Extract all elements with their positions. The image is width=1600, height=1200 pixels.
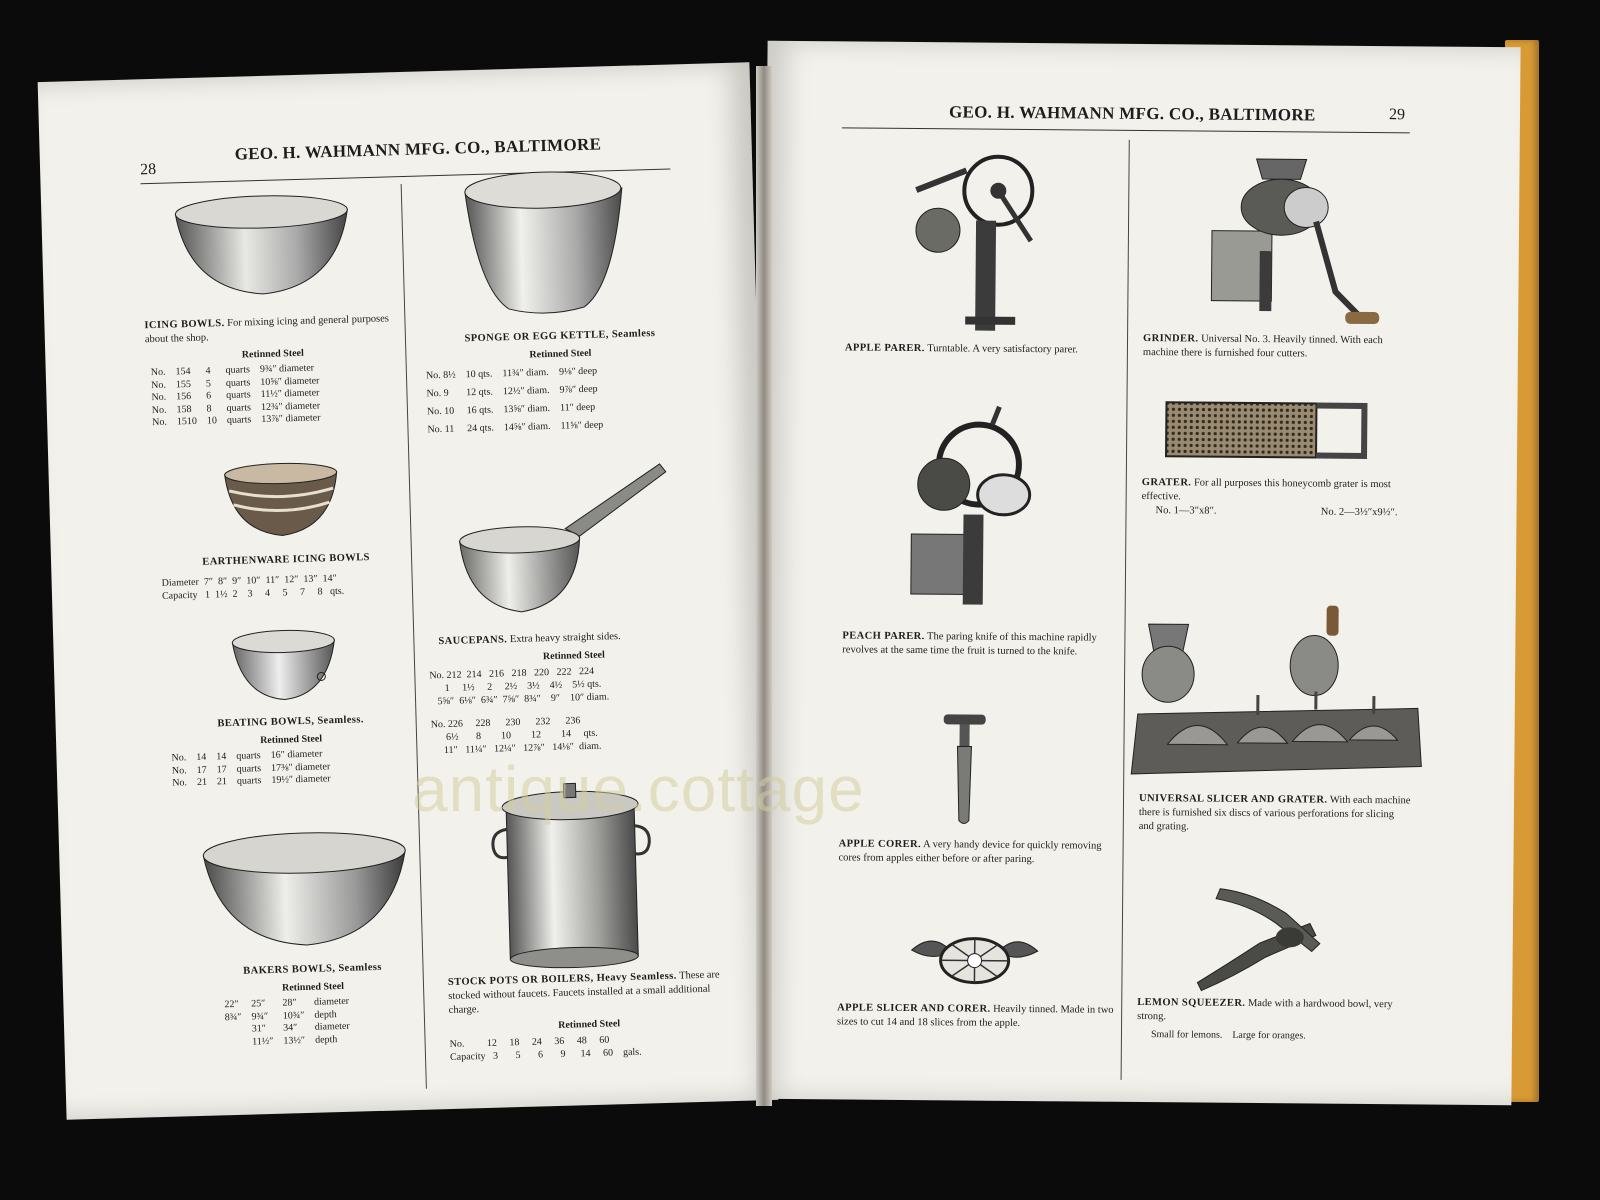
product-title: EARTHENWARE ICING BOWLS <box>202 552 370 568</box>
table-row: No. 8½ 10 qts. 11¾″ diam. 9⅛″ deep <box>425 365 598 382</box>
saucepans-block <box>428 627 721 757</box>
table-row: No. 1510 10 quarts 13⅞″ diameter <box>152 412 321 429</box>
lemon-squeezer-illustration <box>1189 882 1330 993</box>
saucepan-illustration <box>454 460 673 626</box>
spec-table <box>146 362 326 429</box>
table-row: No. 158 8 quarts 12¾″ diameter <box>151 399 321 416</box>
product-title: APPLE PARER. <box>844 342 925 355</box>
material-label: Retinned Steel <box>241 347 304 361</box>
spec-line: No. 226 228 230 232 236 <box>430 715 581 731</box>
universal-slicer-illustration <box>1127 594 1429 782</box>
apple-corer-block <box>838 837 1118 867</box>
material-label: Retinned Steel <box>259 733 323 747</box>
table-row: 8¾″ 9¾″ 10¾″ depth <box>224 1008 337 1023</box>
table-row: 22″ 25″ 28″ diameter <box>224 995 350 1011</box>
spec-line: No. 212 214 216 218 220 222 224 <box>429 665 595 682</box>
column-divider <box>401 184 427 1089</box>
grater-block <box>1141 476 1411 520</box>
stock-pots-block <box>448 968 730 1064</box>
product-description: With each machine there is furnished six discs of various perforations for slicing and grating. <box>1138 794 1411 833</box>
apple-parer-illustration <box>905 150 1047 341</box>
product-title: BAKERS BOWLS, Seamless <box>243 961 382 977</box>
spec-line: 1 1½ 2 2½ 3½ 4½ 5½ qts. <box>429 678 602 695</box>
product-title: GRINDER. <box>1142 333 1199 345</box>
table-row: No. 11 24 qts. 14⅝″ diam. 11⅝″ deep <box>427 419 604 436</box>
book-spine-gutter <box>756 66 772 1106</box>
product-description: Heavily tinned. Made in two sizes to cut 14 and 18 slices from the apple. <box>837 1003 1114 1029</box>
spec-table <box>421 362 609 439</box>
product-title: APPLE CORER. <box>838 838 922 851</box>
earthenware-bowl-illustration <box>220 458 342 541</box>
table-row: No. 9 12 qts. 12½″ diam. 9⅞″ deep <box>426 383 598 400</box>
product-description: Universal No. 3. Heavily tinned. With each machine there is furnished four cutters. <box>1142 333 1383 360</box>
spec-table <box>166 748 335 790</box>
spec-line: 6½ 8 10 12 14 qts. <box>430 727 598 744</box>
page-header: GEO. H. WAHMANN MFG. CO., BALTIMORE <box>234 134 602 164</box>
table-row: No. 155 5 quarts 10⅝″ diameter <box>150 374 320 391</box>
page-number: 28 <box>139 160 157 179</box>
table-row: No. 14 14 quarts 16″ diameter <box>171 748 323 764</box>
product-title: LEMON SQUEEZER. <box>1137 996 1246 1009</box>
product-title: BEATING BOWLS, Seamless. <box>217 714 364 730</box>
product-title: SAUCEPANS. <box>438 634 508 648</box>
peach-parer-illustration <box>903 404 1055 620</box>
egg-kettle-illustration <box>460 166 629 321</box>
product-description: The paring knife of this machine rapidly revolves at the same time the fruit is turned to the knife. <box>842 631 1097 658</box>
apple-slicer-block <box>837 1001 1117 1031</box>
sponge-kettle-block <box>420 326 703 440</box>
lemon-squeezer-block <box>1137 996 1409 1043</box>
lemon-sizes: Small for lemons. Large for oranges. <box>1150 1029 1306 1042</box>
product-description: Extra heavy straight sides. <box>509 631 621 646</box>
apple-parer-block <box>845 341 1115 357</box>
capacity-row: Capacity 1 1½ 2 3 4 5 7 8 qts. <box>161 585 345 602</box>
table-row: 31″ 34″ diameter <box>251 1020 350 1035</box>
icing-bowl-illustration <box>169 187 357 302</box>
page-number: 29 <box>1388 106 1406 124</box>
grinder-illustration <box>1205 151 1387 333</box>
apple-slicer-illustration <box>909 920 1040 996</box>
earthenware-block <box>161 550 412 603</box>
header-rule <box>842 127 1410 133</box>
material-label: Retinned Steel <box>542 649 605 663</box>
product-title: GRATER. <box>1141 477 1192 489</box>
grater-size-2: No. 2—3½″x9½″. <box>1320 506 1398 519</box>
product-description: These are stocked without faucets. Faucets installed at a small additional charge. <box>448 969 720 1017</box>
product-title: PEACH PARER. <box>842 630 925 643</box>
universal-slicer-block <box>1139 792 1411 836</box>
spec-line: 11″ 11¼″ 12¼″ 12⅞″ 14⅛″ diam. <box>431 740 602 757</box>
product-title: APPLE SLICER AND CORER. <box>837 1002 991 1015</box>
product-description: Made with a hardwood bowl, very strong. <box>1137 997 1393 1023</box>
bakers-bowls-block <box>212 960 414 1050</box>
table-row: No. 156 6 quarts 11½″ diameter <box>151 387 320 404</box>
table-row: 11½″ 13½″ depth <box>252 1033 338 1048</box>
diameter-row: Diameter 7″ 8″ 9″ 10″ 11″ 12″ 13″ 14″ <box>161 572 337 589</box>
material-label: Retinned Steel <box>281 980 345 994</box>
table-row: No. 17 17 quarts 17⅜″ diameter <box>171 760 331 777</box>
product-title: STOCK POTS OR BOILERS, Heavy Seamless. <box>447 970 677 989</box>
table-row: No. 10 16 qts. 13⅝″ diam. 11″ deep <box>426 401 596 418</box>
right-page <box>758 41 1520 1106</box>
product-description: A very handy device for quickly removing cores from apples either before or after paring. <box>838 839 1102 866</box>
watermark-text: antique.cottage <box>412 753 865 825</box>
material-label: Retinned Steel <box>558 1018 621 1031</box>
spec-table <box>219 996 355 1050</box>
page-header: GEO. H. WAHMANN MFG. CO., BALTIMORE <box>948 102 1316 125</box>
peach-parer-block <box>842 629 1117 659</box>
product-description: Turntable. A very satisfactory parer. <box>927 343 1078 356</box>
material-label: Retinned Steel <box>529 347 592 361</box>
product-title: ICING BOWLS. <box>144 318 225 332</box>
spec-line: 5⅝″ 6⅛″ 6¾″ 7⅝″ 8¾″ 9″ 10″ diam. <box>429 691 610 708</box>
product-title: SPONGE OR EGG KETTLE, Seamless <box>464 327 656 345</box>
bakers-bowl-illustration <box>199 824 412 950</box>
table-row: No. 21 21 quarts 19½″ diameter <box>172 773 331 789</box>
left-page <box>38 62 779 1119</box>
spec-line: Capacity 3 5 6 9 14 60 gals. <box>449 1046 642 1064</box>
icing-bowls-block <box>144 312 402 430</box>
product-description: For mixing icing and general purposes about the shop. <box>144 313 390 346</box>
beating-bowl-illustration <box>228 624 340 705</box>
product-title: UNIVERSAL SLICER AND GRATER. <box>1138 793 1328 806</box>
grater-illustration <box>1164 394 1370 466</box>
table-row: No. 154 4 quarts 9¾″ diameter <box>150 362 315 379</box>
grinder-block <box>1143 332 1413 362</box>
beating-bowls-block <box>165 712 417 790</box>
product-description: For all purposes this honeycomb grater is most effective. <box>1141 477 1391 503</box>
grater-size-1: No. 1—3″x8″. <box>1155 505 1217 517</box>
apple-corer-illustration <box>939 712 990 827</box>
spec-line: No. 12 18 24 36 48 60 <box>449 1034 610 1051</box>
